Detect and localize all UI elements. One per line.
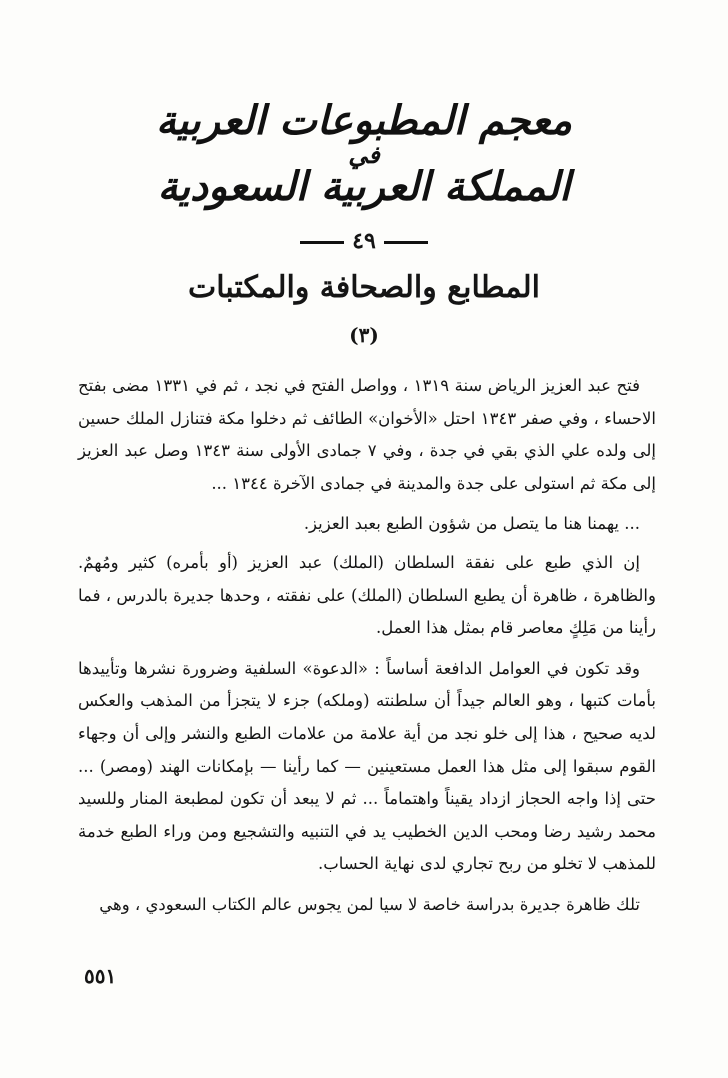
chapter-title: المطابع والصحافة والمكتبات [187,270,541,305]
paragraph-5: تلك ظاهرة جديرة بدراسة خاصة لا سيا لمن يجوس عالم الكتاب السعودي ، وهي [99,894,640,914]
running-head-line-2: في [348,140,380,169]
paragraph-1: فتح عبد العزيز الرياض سنة ١٣١٩ ، وواصل الفتح في نجد ، ثم في ١٣٣١ مضى بفتح الاحساء ، وفي صفر ١٣٤٣ احتل «الأخوان» الطائف ثم دخلوا مكة فتنازل الملك حسين إلى ولده علي الذي بقي في جدة ، وفي ٧ جمادى الأولى سنة ١٣٤٣ وصل عبد العزيز إلى مكة ثم استولى على جدة والمدينة في جمادى الآخرة ١٣٤٤ ... [78,376,657,493]
running-head-line-1: معجم المطبوعات العربية [155,97,572,144]
part-number: (٣) [349,323,379,347]
dash-left [300,241,344,244]
paragraph-2: ... يهمنا هنا ما يتصل من شؤون الطبع بعبد العزيز. [303,514,640,534]
running-head-line-3: المملكة العربية السعودية [157,163,571,210]
paragraph-4: وقد تكون في العوامل الدافعة أساساً : «الدعوة» السلفية وضرورة نشرها وتأييدها بأمات كتبها ، وهو العالم جيداً أن سلطنته (وملكه) جزء لا يتجزأ من المذهب والعكس لديه صحيح ، هذا إلى خلو نجد من أية علامة من علامات الطبع والنشر وإلى أن وجهاء القوم سبقوا إلى مثل هذا العمل مستعينين — كما رأينا — بإمكانات الهند (ومصر) ... حتى إذا واجه الحجاز ازداد يقيناً واهتماماً ... ثم لا يبعد أن تكون لمطبعة المنار وللسيد محمد رشيد رضا ومحب الدين الخطيب يد في التنبيه والتشجيع ومن وراء الطبع خدمة للمذهب لا تخلو من ربح تجاري لدى نهاية الحساب. [78,658,656,874]
body-text [78,370,656,922]
section-number-row [250,226,478,256]
section-number: ٤٩ [352,228,376,254]
paragraph-3: إن الذي طبع على نفقة السلطان (الملك) عبد العزيز (أو بأمره) كثير ومُهمٌ. والظاهرة ، ظاهرة أن يطبع السلطان (الملك) على نفقته ، وحدها جديرة بالدرس ، فما رأينا من مَلِكٍ معاصر قام بمثل هذا العمل. [78,552,656,638]
dash-right [384,241,428,244]
page-number: ٥٥١ [84,964,117,988]
